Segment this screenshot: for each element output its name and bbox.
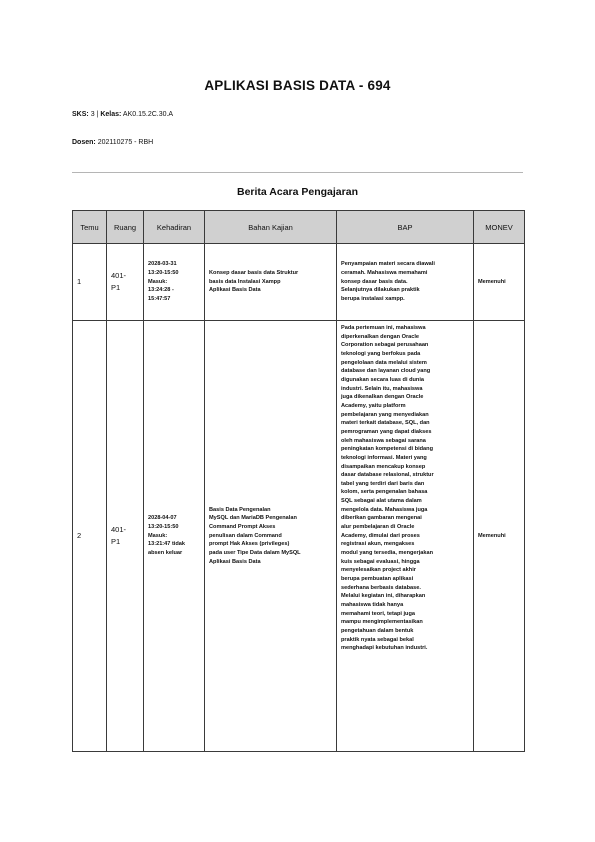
temu-value: 1 [77, 277, 82, 287]
cell-ruang [107, 321, 144, 752]
cell-bahan-kajian [205, 244, 337, 321]
bap-value: Penyampaian materi secara diawali ceramah. Mahasiswa memahami konsep dasar basis data. Selanjutnya dilakukan praktik berupa instalasi xampp. [341, 261, 435, 302]
kehadiran-value: 2028-04-07 13:20-15:50 Masuk: 13:21:47 tidak absen keluar [148, 515, 186, 556]
cell-kehadiran [144, 321, 205, 752]
section-title: Berita Acara Pengajaran [236, 186, 358, 198]
bahan-kajian-value: Konsep dasar basis data Struktur basis data Instalasi Xampp Aplikasi Basis Data [209, 270, 299, 294]
table-row [73, 244, 525, 321]
sks-value: 3 [90, 111, 95, 118]
divider [72, 172, 523, 173]
cell-monev [474, 321, 525, 752]
cell-bap [337, 244, 474, 321]
separator: | [96, 111, 99, 118]
dosen-line [72, 139, 153, 146]
column-header-bap: BAP [337, 211, 474, 244]
cell-bap [337, 321, 474, 752]
bap-table [72, 210, 525, 752]
cell-monev [474, 244, 525, 321]
sks-label: SKS: [72, 111, 89, 118]
dosen-label: Dosen: [72, 139, 96, 146]
cell-temu [73, 321, 107, 752]
column-header-monev: MONEV [474, 211, 525, 244]
column-header-ruang: Ruang [107, 211, 144, 244]
cell-kehadiran [144, 244, 205, 321]
cell-temu [73, 244, 107, 321]
kelas-label: Kelas: [100, 111, 122, 118]
ruang-value: 401- P1 [111, 525, 127, 546]
monev-value: Memenuhi [478, 532, 506, 539]
cell-ruang [107, 244, 144, 321]
temu-value: 2 [77, 531, 82, 541]
column-header-temu: Temu [73, 211, 107, 244]
cell-bahan-kajian [205, 321, 337, 752]
document-title: APLIKASI BASIS DATA - 694 [204, 78, 391, 93]
column-header-kehadiran: Kehadiran [144, 211, 205, 244]
bahan-kajian-value: Basis Data Pengenalan MySQL dan MariaDB Pengenalan Command Prompt Akses penulisan dalam Command prompt Hak Akses (privileges) pada user Tipe Data dalam MySQL Aplikasi Basis Data [209, 506, 301, 565]
column-header-bahan-kajian: Bahan Kajian [205, 211, 337, 244]
bap-value: Pada pertemuan ini, mahasiswa diperkenalkan dengan Oracle Corporation sebagai perusahaan teknologi yang berfokus pada pengelolaan data melalui sistem database dan layanan cloud yang digunakan secara luas di dunia industri. Selain itu, mahasiswa juga dikenalkan dengan Oracle Academy, yaitu platform pembelajaran yang menyediakan materi terkait database, SQL, dan pemrograman yang dapat diakses oleh mahasiswa sebagai sarana peningkatan kompetensi di bidang teknologi informasi. Materi yang disampaikan mencakup konsep dasar database relasional, struktur tabel yang terdiri dari baris dan kolom, serta pengenalan bahasa SQL sebagai alat utama dalam mengelola data. Mahasiswa juga diberikan gambaran mengenai alur pembelajaran di Oracle Academy, dimulai dari proses registrasi akun, mengakses modul yang tersedia, mengerjakan kuis sebagai evaluasi, hingga menyelesaikan project akhir berupa pembuatan aplikasi sederhana berbasis database. Melalui kegiatan ini, diharapkan mahasiswa tidak hanya memahami teori, tetapi juga mampu mengimplementasikan pengetahuan dalam bentuk praktik nyata sebagai bekal menghadapi kebutuhan industri. [341, 325, 434, 652]
ruang-value: 401- P1 [111, 271, 127, 292]
dosen-value: 202110275 - RBH [97, 139, 154, 146]
kehadiran-value: 2028-03-31 13:20-15:50 Masuk: 13:24:28 - 15:47:57 [148, 261, 179, 302]
table-row [73, 321, 525, 752]
monev-value: Memenuhi [478, 278, 506, 285]
kelas-value: AK0.15.2C.30.A [122, 111, 174, 118]
table-header-row [73, 211, 525, 244]
sks-kelas-line [72, 111, 173, 118]
